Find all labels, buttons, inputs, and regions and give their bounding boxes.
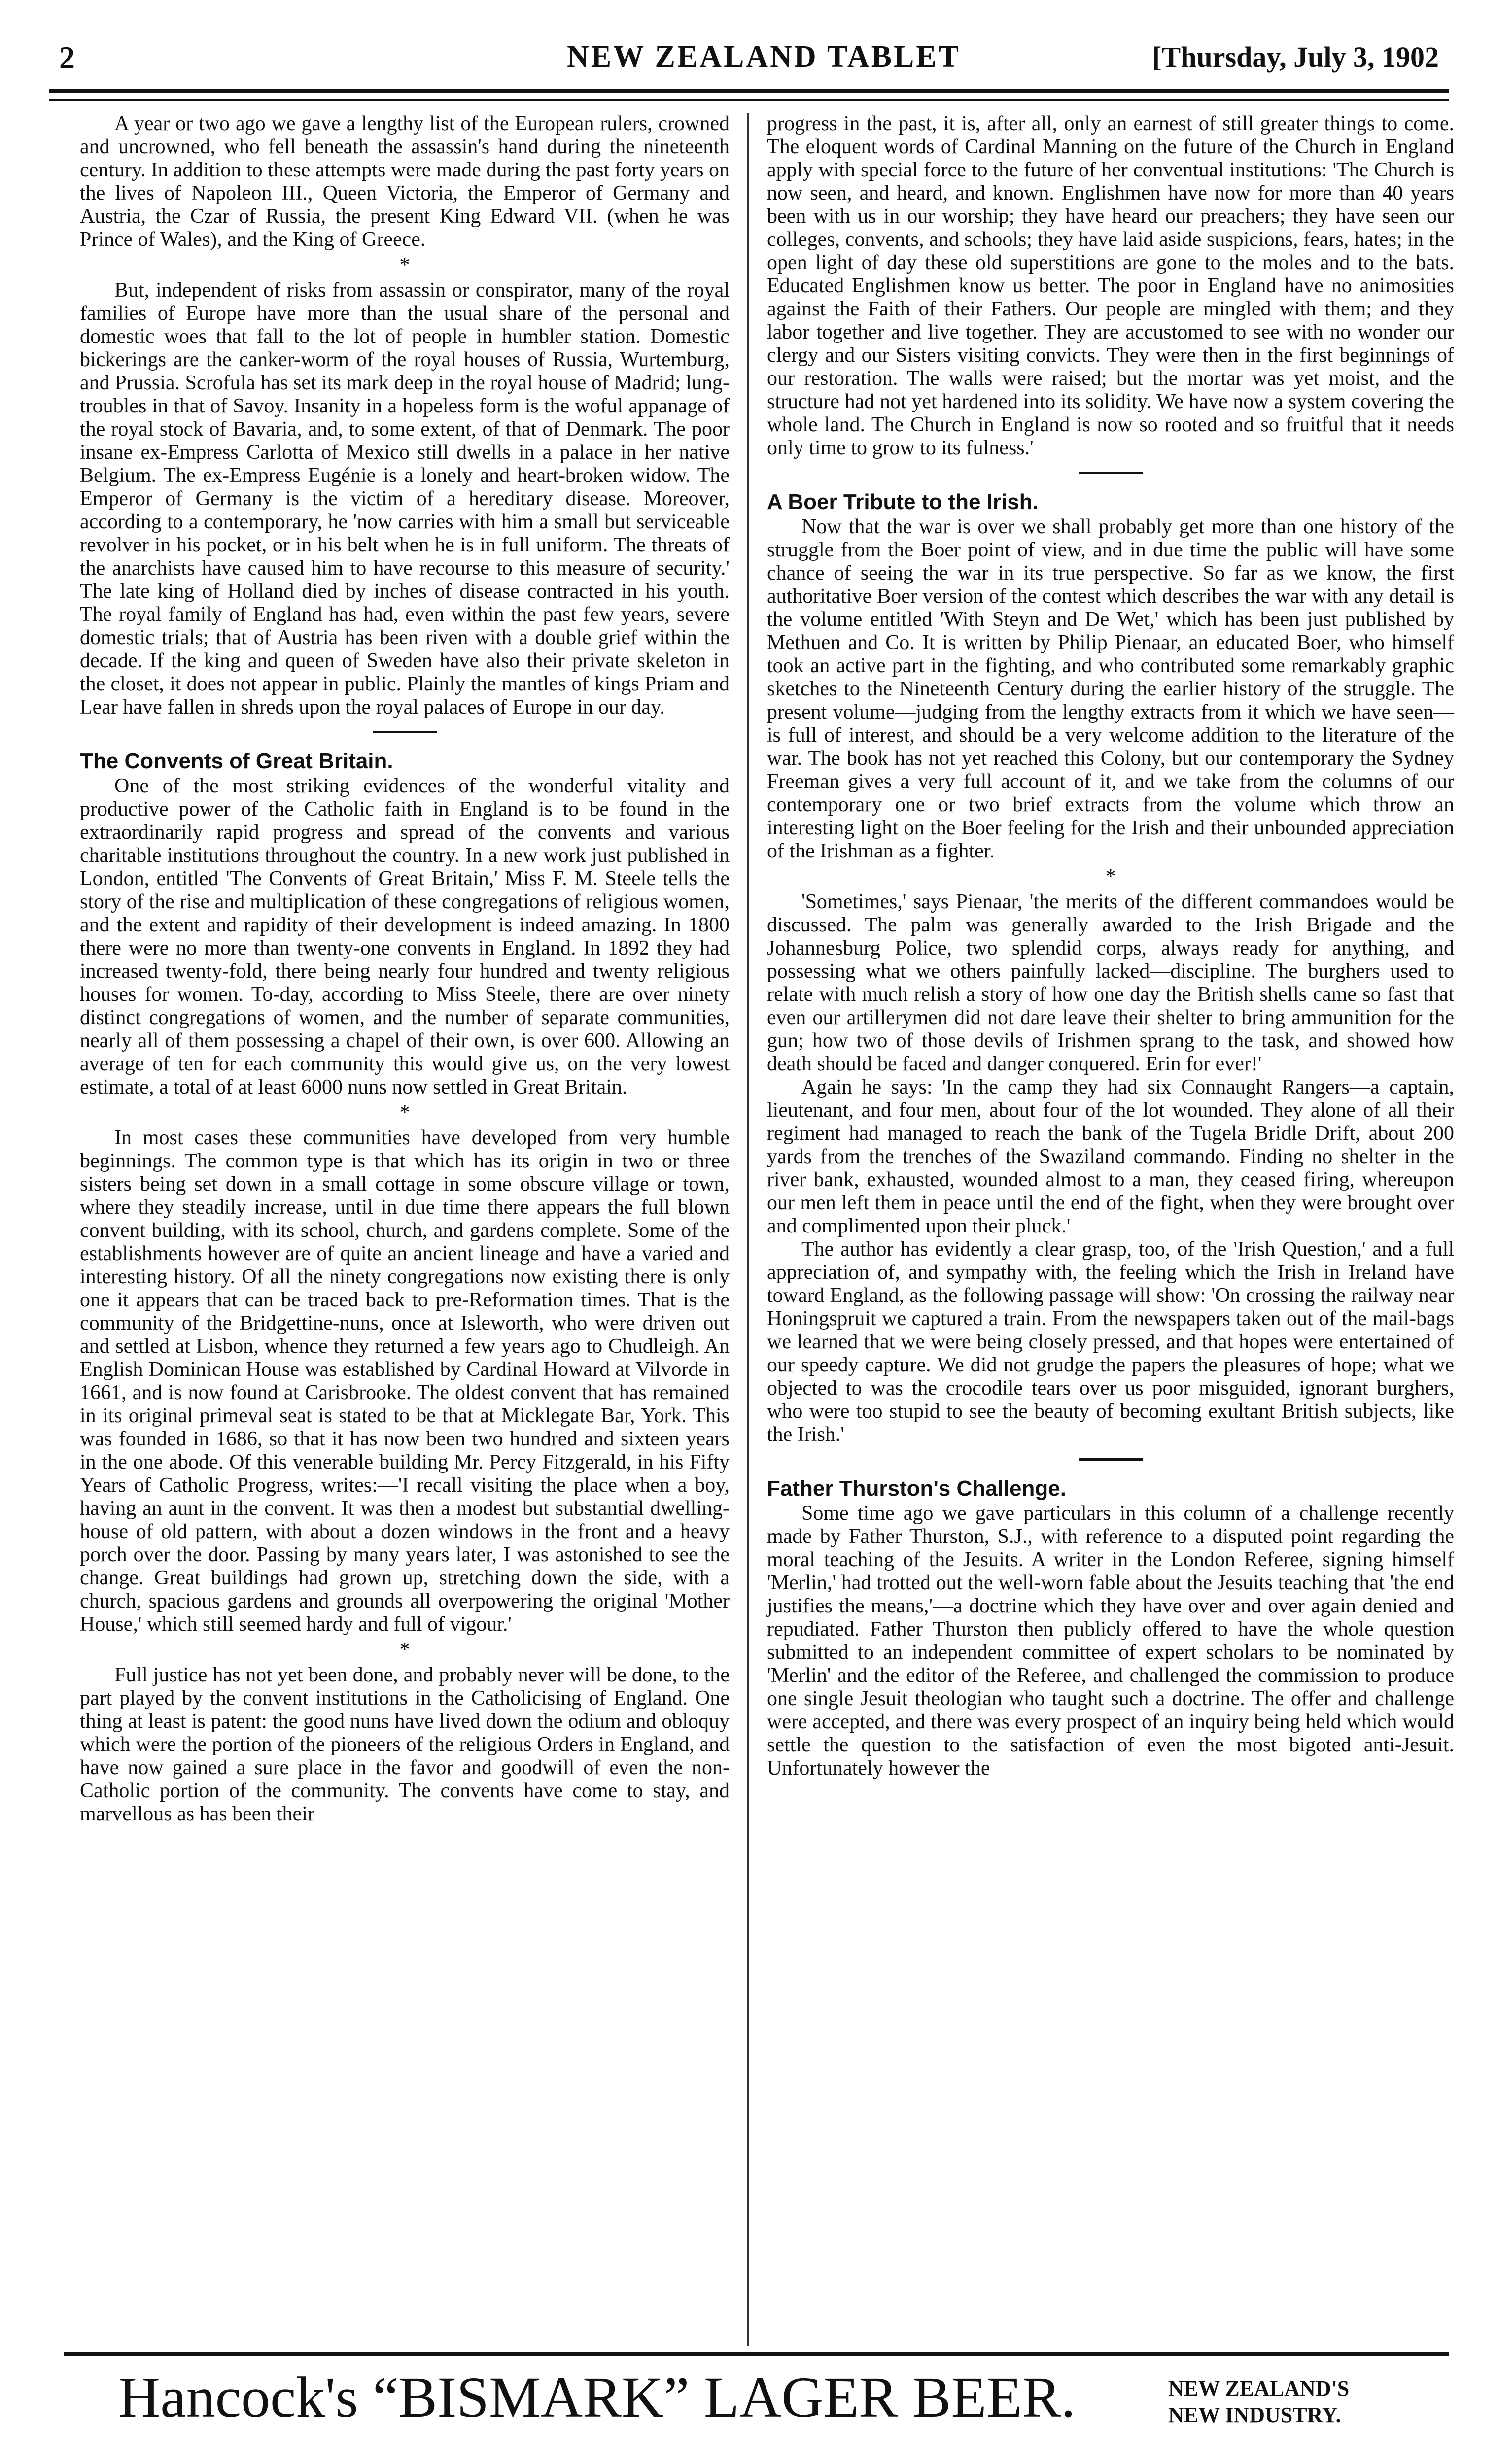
paragraph: Full justice has not yet been done, and probably never will be done, to the part played by the convent institutions in the Catholicising of England. One thing at least is patent: the good nuns have lived down the odium and obloquy which were the portion of the pioneers of the religious Orders in England, and have now gained a sure place in the favor and goodwill of even the non-Catholic portion of the community. The convents have come to stay, and marvellous as has been their [80,1664,730,1825]
page-number: 2 [59,40,75,75]
section-rule [1079,472,1143,474]
paragraph: Again he says: 'In the camp they had six Connaught Rangers—a captain, lieutenant, and four men, about four of the lot wounded. They alone of all their regiment had managed to reach the bank of the Tugela Bridle Drift, about 200 yards from the trenches of the Swaziland commando. Finding no shelter in the river bank, exhausted, wounded almost to a man, they ceased firing, whereupon our men left them in peace until the end of the fight, when they were brought over and complimented upon their pluck.' [767,1076,1454,1237]
paragraph: One of the most striking evidences of the wonderful vitality and productive power of the Catholic faith in England is to be found in the extraordinarily rapid progress and spread of the convents and various charitable institutions throughout the country. In a new work just published in London, entitled 'The Convents of Great Britain,' Miss F. M. Steele tells the story of the rise and multiplication of these congregations of religious women, and the extent and rapidity of their development is indeed amazing. In 1800 there were no more than twenty-one convents in England. In 1892 they had increased twenty-fold, there being nearly four hundred and twenty religious houses for women. To-day, according to Miss Steele, there are over ninety distinct congregations of women, and the number of separate communities, nearly all of them possessing a chapel of their own, is over 600. Allowing an average of ten for each community this would give us, on the very lowest estimate, a total of at least 6000 nuns now settled in Great Britain. [80,775,730,1098]
section-star: * [1105,865,1116,888]
paragraph: progress in the past, it is, after all, only an earnest of still greater things to come. The eloquent words of Cardinal Manning on the future of the Church in England apply with special force to the future of her conventual institutions: 'The Church is now seen, and heard, and known. Englishmen have now for more than 40 years been with us in our worship; they have heard our preachers; they have seen our colleges, convents, and schools; they have laid aside suspicions, fears, hates; in the open light of day these old superstitions are gone to the moles and to the bats. Educated Englishmen know us better. The poor in England have no animosities against the Faith of their Fathers. Our people are mingled with them; and they labor together and live together. They are accustomed to see with no wonder our clergy and our Sisters visiting convicts. They were then in the first beginnings of our restoration. The walls were raised; but the mortar was yet moist, and the structure had not yet hardened into its solidity. We have now a system covering the whole land. The Church in England is now so rooted and so fruitful that it needs only time to grow to its fulness.' [767,112,1454,459]
paragraph: The author has evidently a clear grasp, too, of the 'Irish Question,' and a full appreciation of, and sympathy with, the feeling which the Irish in Ireland have toward England, as the following passage will show: 'On crossing the railway near Honingspruit we captured a train. From the newspapers taken out of the mail-bags we learned that we were being closely pressed, and that hopes were entertained of our speedy capture. We did not grudge the papers the pleasures of hope; what we objected to was the crocodile tears over us poor misguided, ignorant burghers, who were too stupid to see the beauty of becoming exultant British subjects, like the Irish.' [767,1238,1454,1446]
article-heading: Father Thurston's Challenge. [767,1476,1066,1501]
footer-rule [64,2352,1449,2356]
left-column [80,112,730,1826]
page-header [0,34,1498,89]
tagline-line: NEW INDUSTRY. [1168,2403,1341,2427]
advertisement-headline: Hancock's “BISMARK” LAGER BEER. [118,2365,1076,2430]
section-star: * [399,1101,410,1124]
tagline-line: NEW ZEALAND'S [1168,2376,1350,2400]
masthead-title: NEW ZEALAND TABLET [567,40,961,73]
right-column [767,112,1454,1780]
section-rule [373,731,437,733]
paragraph: A year or two ago we gave a lengthy list of the European rulers, crowned and uncrowned, who fell beneath the assassin's hand during the nineteenth century. In addition to these attempts were made during the past forty years on the lives of Napoleon III., Queen Victoria, the Emperor of Germany and Austria, the Czar of Russia, the present King Edward VII. (when he was Prince of Wales), and the King of Greece. [80,112,730,251]
paragraph: In most cases these communities have developed from very humble beginnings. The common type is that which has its origin in two or three sisters being set down in a small cottage in some obscure village or town, where they steadily increase, until in due time there appears the full blown convent building, with its school, church, and gardens complete. Some of the establishments however are of quite an ancient lineage and have a varied and interesting history. Of all the ninety congregations now existing there is only one it appears that can be traced back to pre-Reformation times. That is the community of the Bridgettine-nuns, once at Isleworth, who were driven out and settled at Lisbon, whence they returned a few years ago to Chudleigh. An English Dominican House was established by Cardinal Howard at Vilvorde in 1661, and is now found at Carisbrooke. The oldest convent that has remained in its original primeval seat is stated to be that at Micklegate Bar, York. This was founded in 1686, so that it has now been two hundred and sixteen years in the one abode. Of this venerable building Mr. Percy Fitzgerald, in his Fifty Years of Catholic Progress, writes:—'I recall visiting the place when a boy, having an aunt in the convent. It was then a modest but substantial dwelling-house of old pattern, with about a dozen windows in the front and a heavy porch over the door. Passing by many years later, I was astonished to see the change. Great buildings had grown up, stretching down the side, with a church, spacious gardens and grounds all overpowering the original 'Mother House,' which still seemed hardy and full of vigour.' [80,1127,730,1636]
section-star: * [399,254,410,276]
header-rule-thick [49,89,1449,93]
article-heading: The Convents of Great Britain. [80,749,393,773]
section-rule [1079,1458,1143,1461]
header-rule-thin [49,99,1449,101]
paragraph: Some time ago we gave particulars in this column of a challenge recently made by Father Thurston, S.J., with reference to a disputed point regarding the moral teaching of the Jesuits. A writer in the London Referee, signing himself 'Merlin,' had trotted out the well-worn fable about the Jesuits teaching that 'the end justifies the means,'—a doctrine which they have over and over again denied and repudiated. Father Thurston then publicly offered to have the whole question submitted to an independent committee of expert scholars to be nominated by 'Merlin' and the editor of the Referee, and challenged the commission to produce one single Jesuit theologian who taught such a doctrine. The offer and challenge were accepted, and there was every prospect of an inquiry being held which would settle the question to the satisfaction of even the most bigoted anti-Jesuit. Unfortunately however the [767,1502,1454,1780]
advertisement-tagline [1168,2375,1349,2429]
paragraph: But, independent of risks from assassin or conspirator, many of the royal families of Europe have more than the usual share of the personal and domestic woes that fall to the lot of people in humbler station. Domestic bickerings are the canker-worm of the royal houses of Russia, Wurtemburg, and Prussia. Scrofula has set its mark deep in the royal house of Madrid; lung-troubles in that of Savoy. Insanity in a hopeless form is the woful appanage of the royal stock of Bavaria, and, to some extent, of that of Denmark. The poor insane ex-Empress Carlotta of Mexico still dwells in a palace in her native Belgium. The ex-Empress Eugénie is a lonely and heart-broken widow. The Emperor of Germany is the victim of a hereditary disease. Moreover, according to a contemporary, he 'now carries with him a small but serviceable revolver in his pocket, or in his belt when he is in full uniform. The threats of the anarchists have caused him to have recourse to this measure of security.' The late king of Holland died by inches of disease contracted in his youth. The royal family of England has had, even within the past few years, severe domestic trials; that of Austria has been riven with a double grief within the decade. If the king and queen of Sweden have also their private skeleton in the closet, it does not appear in public. Plainly the mantles of kings Priam and Lear have fallen in shreds upon the royal palaces of Europe in our day. [80,279,730,719]
article-heading: A Boer Tribute to the Irish. [767,490,1039,514]
section-star: * [399,1639,410,1661]
issue-date: [Thursday, July 3, 1902 [1152,41,1439,73]
column-divider [747,113,749,2346]
paragraph: Now that the war is over we shall probably get more than one history of the struggle from the Boer point of view, and in due time the public will have some chance of seeing the war in its true perspective. So far as we know, the first authoritative Boer version of the contest which describes the war with any detail is the volume entitled 'With Steyn and De Wet,' which has been just published by Methuen and Co. It is written by Philip Pienaar, an educated Boer, who himself took an active part in the fighting, and who contributed some remarkably graphic sketches to the Nineteenth Century during the earlier history of the struggle. The present volume—judging from the lengthy extracts from it which we have seen—is full of interest, and should be a very welcome addition to the literature of the war. The book has not yet reached this Colony, but our contemporary the Sydney Freeman gives a very full account of it, and we take from the columns of our contemporary one or two brief extracts from the volume which throw an interesting light on the Boer feeling for the Irish and their unbounded appreciation of the Irishman as a fighter. [767,515,1454,862]
paragraph: 'Sometimes,' says Pienaar, 'the merits of the different commandoes would be discussed. The palm was generally awarded to the Irish Brigade and the Johannesburg Police, two splendid corps, always ready for anything, and possessing what we others painfully lacked—discipline. The burghers used to relate with much relish a story of how one day the British shells came so fast that even our artillerymen did not dare leave their shelter to bring ammunition for the gun; how two of those devils of Irishmen sprang to the task, and showed how death should be faced and danger conquered. Erin for ever!' [767,890,1454,1075]
